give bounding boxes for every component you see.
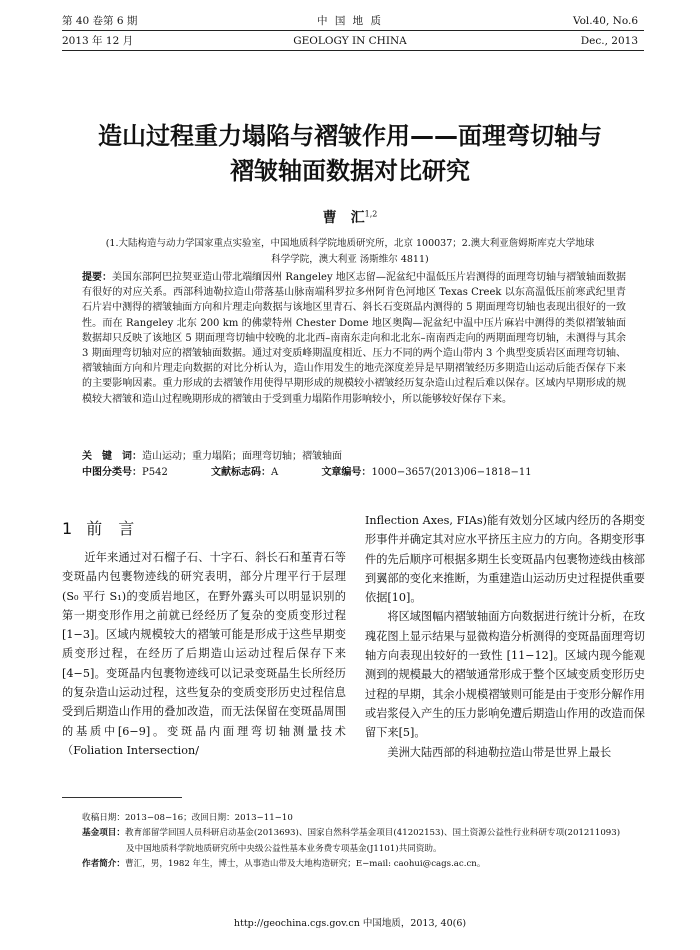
affiliation-line2: 科学学院，澳大利亚 汤斯维尔 4811) bbox=[271, 254, 429, 265]
header-date-en: Dec., 2013 bbox=[580, 35, 638, 47]
fund-text: 教育部留学回国人员科研启动基金(2013693)、国家自然科学基金项目(41202153)、国土资源公益性行业科研专项(201211093) bbox=[124, 828, 621, 839]
article-number-label: 文章编号： bbox=[321, 467, 372, 478]
section-title: 前 言 bbox=[86, 519, 135, 538]
header-journal-en: GEOLOGY IN CHINA bbox=[293, 35, 407, 47]
footnotes bbox=[82, 811, 642, 873]
body-paragraph: 美洲大陆西部的科迪勒拉造山带是世界上最长 bbox=[387, 745, 612, 759]
author-affil-sup: 1,2 bbox=[364, 209, 378, 219]
author-name: 曹 汇 bbox=[322, 210, 365, 226]
header-divider bbox=[62, 30, 644, 31]
doc-code-value: A bbox=[271, 467, 279, 478]
author-intro-label: 作者简介： bbox=[82, 859, 125, 870]
page-footer: http://geochina.cgs.gov.cn 中国地质，2013, 40(6) bbox=[233, 918, 467, 929]
body-paragraph: 近年来通过对石榴子石、十字石、斜长石和堇青石等变斑晶内包裹物迹线的研究表明，部分片理平行于层理(S₀ 平行 S₁)的变质岩地区，在野外露头可以明显识别的第一期变形作用之前就已经经历了复杂的变质变形过程[1−3]。区域内规模较大的褶皱可能是形成于这些早期变质变形过程，在经历了后期造山运动过程后保存下来[4−5]。变斑晶内包裹物迹线可以记录变斑晶生长所经历的复杂造山运动过程，这些复杂的变质变形历史过程信息受到后期造山作用的叠加改造，而无法保留在变斑晶周围的基质中[6−9]。变斑晶内面理弯切轴测量技术（Foliation Intersection/ bbox=[62, 551, 346, 757]
paper-title-line1: 造山过程重力塌陷与褶皱作用——面理弯切轴与 bbox=[98, 122, 602, 150]
abstract bbox=[82, 270, 626, 407]
paper-title-line2: 褶皱轴面数据对比研究 bbox=[230, 157, 470, 185]
author-intro-text: 曹汇，男，1982 年生，博士，从事造山带及大地构造研究；E−mail: caohui@cags.ac.cn。 bbox=[124, 859, 486, 870]
header-volume-cn: 第 40 卷第 6 期 bbox=[62, 15, 138, 27]
left-column bbox=[62, 548, 346, 760]
header-journal-cn: 中 国 地 质 bbox=[316, 15, 383, 27]
footnote-fund bbox=[82, 826, 642, 841]
doc-code-label: 文献标志码： bbox=[211, 467, 272, 478]
header-volume-en: Vol.40, No.6 bbox=[572, 15, 638, 27]
section-heading bbox=[62, 516, 134, 539]
body-paragraph: 将区域图幅内褶皱轴面方向数据进行统计分析，在玫瑰花图上显示结果与显微构造分析测得的变斑晶面理弯切轴方向表现出较好的一致性 [11−12]。区域内现今能观测到的规模最大的褶皱通常形成于整个区域变质变形历史过程的早期，其余小规模褶皱则可能是由于变形分解作用或岩浆侵入产生的压力影响免遭后期造山作用的改造而保留下来[5]。 bbox=[365, 610, 645, 740]
abstract-label: 提要： bbox=[82, 272, 113, 283]
body-paragraph: Inflection Axes, FIAs)能有效划分区域内经历的各期变形事件并确定其对应水平挤压主应力的方向。各期变形事件的先后顺序可根据多期生长变斑晶内包裹物迹线由核部到翼部的变化来推断，为重建造山运动历史过程提供重要依据[10]。 bbox=[365, 514, 645, 605]
footnote-separator bbox=[62, 797, 182, 798]
keywords bbox=[82, 449, 626, 464]
clc-value: P542 bbox=[142, 467, 168, 478]
abstract-text: 美国东部阿巴拉契亚造山带北端缅因州 Rangeley 地区志留—泥盆纪中温低压片岩测得的面理弯切轴与褶皱轴面数据有很好的对应关系。西部科迪勒拉造山带落基山脉南端科罗拉多州阿肯色河地区 Texas Creek 以东高温低压前寒武纪里青石片岩中测得的褶皱轴面方向和片理走向数据与该地区里青石、斜长石变斑晶内测得的 5 期面理弯切轴也表现出很好的一致性。而在 Rangeley 北东 200 km 的佛蒙特州 Chester Dome 地区奥陶—泥盆纪中温中压片麻岩中测得的类似褶皱轴面数据却只反映了该地区 5 期面理弯切轴中较晚的北北西–南南东走向和北北东–南南西走向的两期面理弯切轴，未测得与其余 3 期面理弯切轴对应的褶皱轴面数据。通过对变质峰期温度相近、压力不同的两个造山带内 3 个典型变质岩区面理弯切轴、褶皱轴面方向和片理走向数据的对比分析认为，造山作用发生的地壳深度差异是早期褶皱经历多期造山运动后能否保存下来的主要影响因素。重力形成的去褶皱作用使得早期形成的规模较小褶皱经历复杂造山过程后难以保存。区域内早期形成的规模较大褶皱和造山过程晚期形成的褶皱由于受到重力塌陷作用影响较小，所以能够较好保存下来。 bbox=[82, 272, 627, 405]
keywords-text: 造山运动；重力塌陷；面理弯切轴；褶皱轴面 bbox=[142, 451, 342, 462]
affiliation-line1: (1.大陆构造与动力学国家重点实验室，中国地质科学院地质研究所，北京 100037；2.澳大利亚詹姆斯库克大学地球 bbox=[105, 238, 595, 249]
right-column bbox=[365, 511, 645, 762]
section-number: 1 bbox=[62, 519, 73, 538]
footnote-fund-cont: 及中国地质科学院地质研究所中央级公益性基本业务费专项基金(J1101)共同资助。 bbox=[126, 843, 442, 854]
clc-label: 中图分类号： bbox=[82, 467, 142, 478]
keywords-label: 关 键 词： bbox=[82, 451, 142, 462]
fund-label: 基金项目： bbox=[82, 828, 125, 839]
header-date-cn: 2013 年 12 月 bbox=[62, 35, 134, 47]
classification bbox=[82, 465, 626, 480]
footnote-author bbox=[82, 857, 642, 872]
footnote-received: 收稿日期：2013−08−16；改回日期：2013−11−10 bbox=[82, 813, 293, 823]
article-number-value: 1000−3657(2013)06−1818−11 bbox=[371, 467, 532, 478]
author bbox=[0, 207, 700, 227]
header-rule bbox=[62, 50, 644, 51]
